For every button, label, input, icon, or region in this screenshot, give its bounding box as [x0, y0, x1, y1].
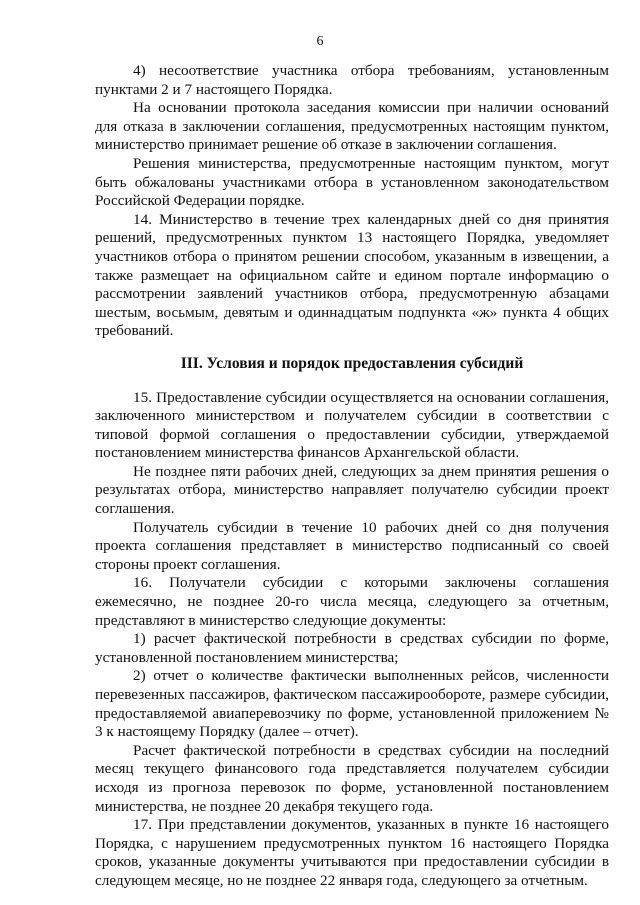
paragraph: Не позднее пяти рабочих дней, следующих за днем принятия решения о результатах отбора, министерство направляет получателю субсидии проект соглашения.: [95, 462, 609, 518]
paragraph: 14. Министерство в течение трех календарных дней со дня принятия решений, предусмотренных пунктом 13 настоящего Порядка, уведомляет участников отбора о принятом решении способом, указанным в извещении, а также размещает на официальном сайте и едином портале информацию о рассмотрении заявлений участников отбора, предусмотренную абзацами шестым, восьмым, девятым и одиннадцатым подпункта «ж» пункта 4 общих требований.: [95, 210, 609, 340]
document-body: [95, 62, 609, 891]
paragraph: Расчет фактической потребности в средствах субсидии на последний месяц текущего финансового года представляется получателем субсидии исходя из прогноза перевозок по форме, установленной постановлением министерства, не позднее 20 декабря текущего года.: [95, 741, 609, 815]
paragraph: 15. Предоставление субсидии осуществляется на основании соглашения, заключенного министерством и получателем субсидии в соответствии с типовой формой соглашения о предоставлении субсидии, утверждаемой постановлением министерства финансов Архангельской области.: [95, 388, 609, 462]
paragraph: 2) отчет о количестве фактически выполненных рейсов, численности перевезенных пассажиров, фактическом пассажирообороте, размере субсидии, предоставляемой авиаперевозчику по форме, установленной приложением № 3 к настоящему Порядку (далее – отчет).: [95, 667, 609, 741]
paragraph: 4) несоответствие участника отбора требованиям, установленным пунктами 2 и 7 настоящего Порядка.: [95, 62, 609, 98]
section-heading: III. Условия и порядок предоставления субсидий: [180, 354, 524, 372]
paragraph: Получатель субсидии в течение 10 рабочих дней со дня получения проекта соглашения представляет в министерство подписанный со своей стороны проект соглашения.: [95, 518, 609, 573]
paragraph: 1) расчет фактической потребности в средствах субсидии по форме, установленной постановлением министерства;: [95, 630, 609, 666]
paragraph: 16. Получатели субсидии с которыми заключены соглашения ежемесячно, не позднее 20-го числа месяца, следующего за отчетным, представляют в министерство следующие документы:: [95, 574, 609, 629]
paragraph: На основании протокола заседания комиссии при наличии оснований для отказа в заключении соглашения, предусмотренных настоящим пунктом, министерство принимает решение об отказе в заключении соглашения.: [95, 99, 609, 154]
paragraph: 17. При представлении документов, указанных в пункте 16 настоящего Порядка, с нарушением предусмотренных пунктом 16 настоящего Порядка сроков, указанные документы учитываются при предоставлении субсидии в следующем месяце, но не позднее 22 января года, следующего за отчетным.: [95, 816, 609, 889]
paragraph: Решения министерства, предусмотренные настоящим пунктом, могут быть обжалованы участниками отбора в установленном законодательством Российской Федерации порядке.: [95, 154, 609, 210]
page-number: 6: [316, 34, 324, 49]
